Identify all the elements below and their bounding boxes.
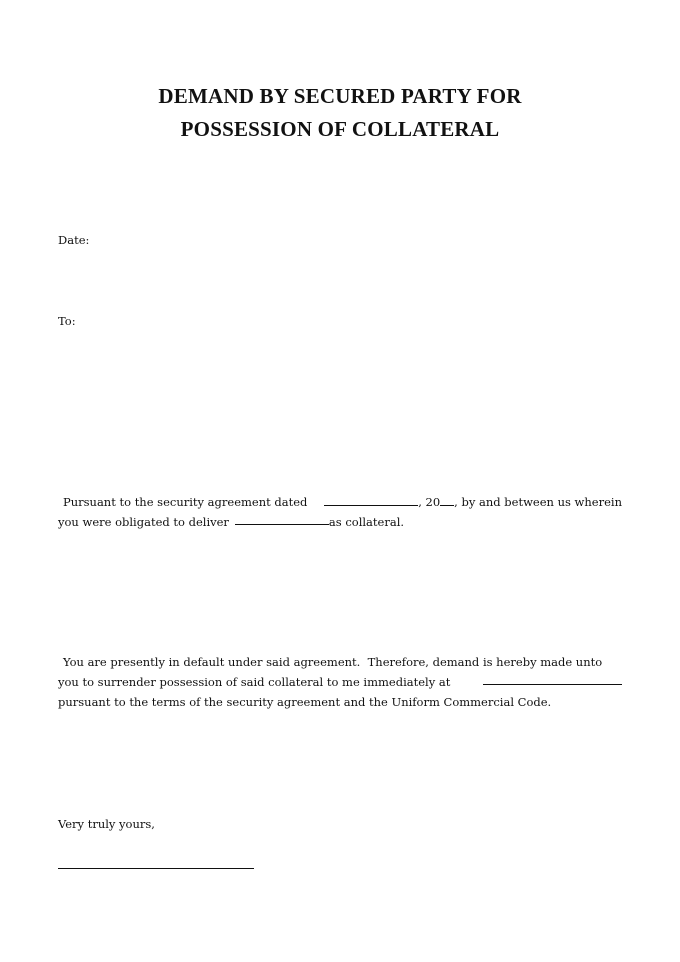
paragraph-2-row-3	[58, 692, 622, 712]
location-blank[interactable]	[483, 672, 622, 685]
paragraph-2-text-b: you to surrender possession of said collateral to me immediately at	[58, 675, 451, 689]
paragraph-default-demand	[58, 652, 622, 712]
paragraph-2-row-1	[58, 652, 622, 672]
paragraph-1-row-1	[58, 492, 622, 512]
closing-text: Very truly yours,	[58, 817, 155, 831]
paragraph-1-row-2	[58, 512, 622, 532]
paragraph-1-text-c: , by and between us wherein	[454, 495, 622, 509]
paragraph-2-text-a: You are presently in default under said agreement. Therefore, demand is hereby made unto	[63, 655, 603, 669]
paragraph-security-agreement	[58, 492, 622, 532]
agreement-date-blank[interactable]	[324, 493, 418, 506]
document-title	[0, 80, 680, 146]
paragraph-1-text-d: you were obligated to deliver	[58, 515, 229, 529]
year-blank[interactable]	[440, 493, 454, 506]
title-line-2: POSSESSION OF COLLATERAL	[180, 117, 500, 141]
paragraph-2-text-c: pursuant to the terms of the security agreement and the Uniform Commercial Code.	[58, 695, 552, 709]
collateral-blank[interactable]	[235, 512, 329, 525]
paragraph-1-text-a: Pursuant to the security agreement dated	[63, 495, 308, 509]
year-prefix-text: , 20	[418, 495, 441, 509]
title-line-1: DEMAND BY SECURED PARTY FOR	[158, 84, 522, 108]
paragraph-1-text-e: as collateral.	[328, 515, 405, 529]
signature-line[interactable]	[58, 868, 254, 869]
paragraph-2-row-2	[58, 672, 622, 692]
agreement-date-group	[324, 492, 622, 512]
date-label: Date:	[58, 233, 90, 247]
to-label: To:	[58, 314, 76, 328]
